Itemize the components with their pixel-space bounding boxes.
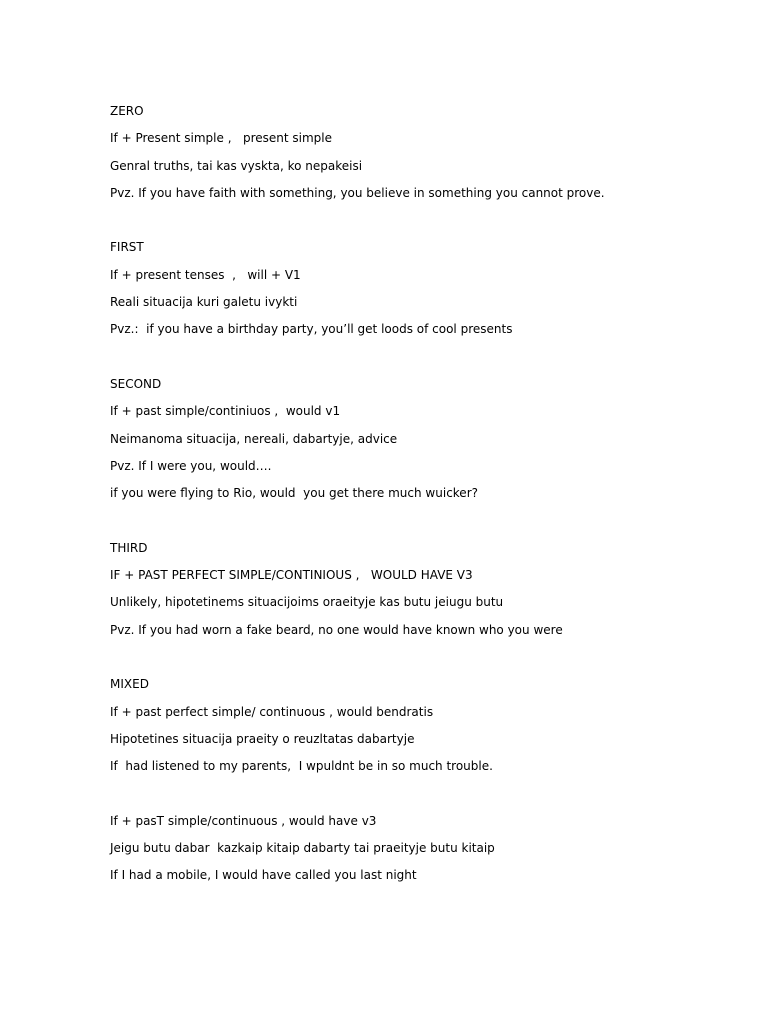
section-heading-second: SECOND: [110, 376, 162, 391]
mixed2-usage: Jeigu butu dabar kazkaip kitaip dabarty tai praeityje butu kitaip: [110, 841, 495, 856]
third-usage: Unlikely, hipotetinems situacijoims oraeityje kas butu jeiugu butu: [110, 595, 504, 610]
zero-example: Pvz. If you have faith with something, you believe in something you cannot prove.: [110, 185, 605, 200]
section-gap: [110, 349, 730, 376]
section-heading-mixed: MIXED: [110, 677, 149, 692]
zero-formula: If + Present simple , present simple: [110, 131, 333, 146]
second-formula: If + past simple/continiuos , would v1: [110, 404, 341, 419]
section-gap: [110, 212, 730, 239]
section-gap: [110, 649, 730, 676]
section-heading-zero: ZERO: [110, 104, 144, 118]
mixed-formula: If + past perfect simple/ continuous , would bendratis: [110, 704, 434, 719]
second-usage: Neimanoma situacija, nereali, dabartyje, advice: [110, 431, 398, 446]
first-usage: Reali situacija kuri galetu ivykti: [110, 295, 298, 310]
mixed-usage: Hipotetines situacija praeity o reuzltatas dabartyje: [110, 731, 415, 746]
third-formula: IF + PAST PERFECT SIMPLE/CONTINIOUS , WOULD HAVE V3: [110, 568, 473, 583]
section-gap: [110, 785, 730, 812]
mixed-example: If had listened to my parents, I wpuldnt be in so much trouble.: [110, 759, 493, 774]
mixed2-example: If I had a mobile, I would have called you last night: [110, 868, 417, 883]
first-example: Pvz.: if you have a birthday party, you’ll get loods of cool presents: [110, 322, 513, 337]
second-example: Pvz. If I were you, would….: [110, 458, 272, 473]
mixed2-formula: If + pasT simple/continuous , would have v3: [110, 813, 377, 828]
first-formula: If + present tenses , will + V1: [110, 267, 301, 282]
zero-usage: Genral truths, tai kas vyskta, ko nepakeisi: [110, 158, 363, 173]
section-heading-third: THIRD: [110, 540, 148, 555]
third-example: Pvz. If you had worn a fake beard, no one would have known who you were: [110, 622, 563, 637]
section-heading-first: FIRST: [110, 240, 144, 255]
second-example-2: if you were flying to Rio, would you get there much wuicker?: [110, 486, 478, 501]
section-gap: [110, 512, 730, 539]
document-page: [110, 103, 730, 895]
